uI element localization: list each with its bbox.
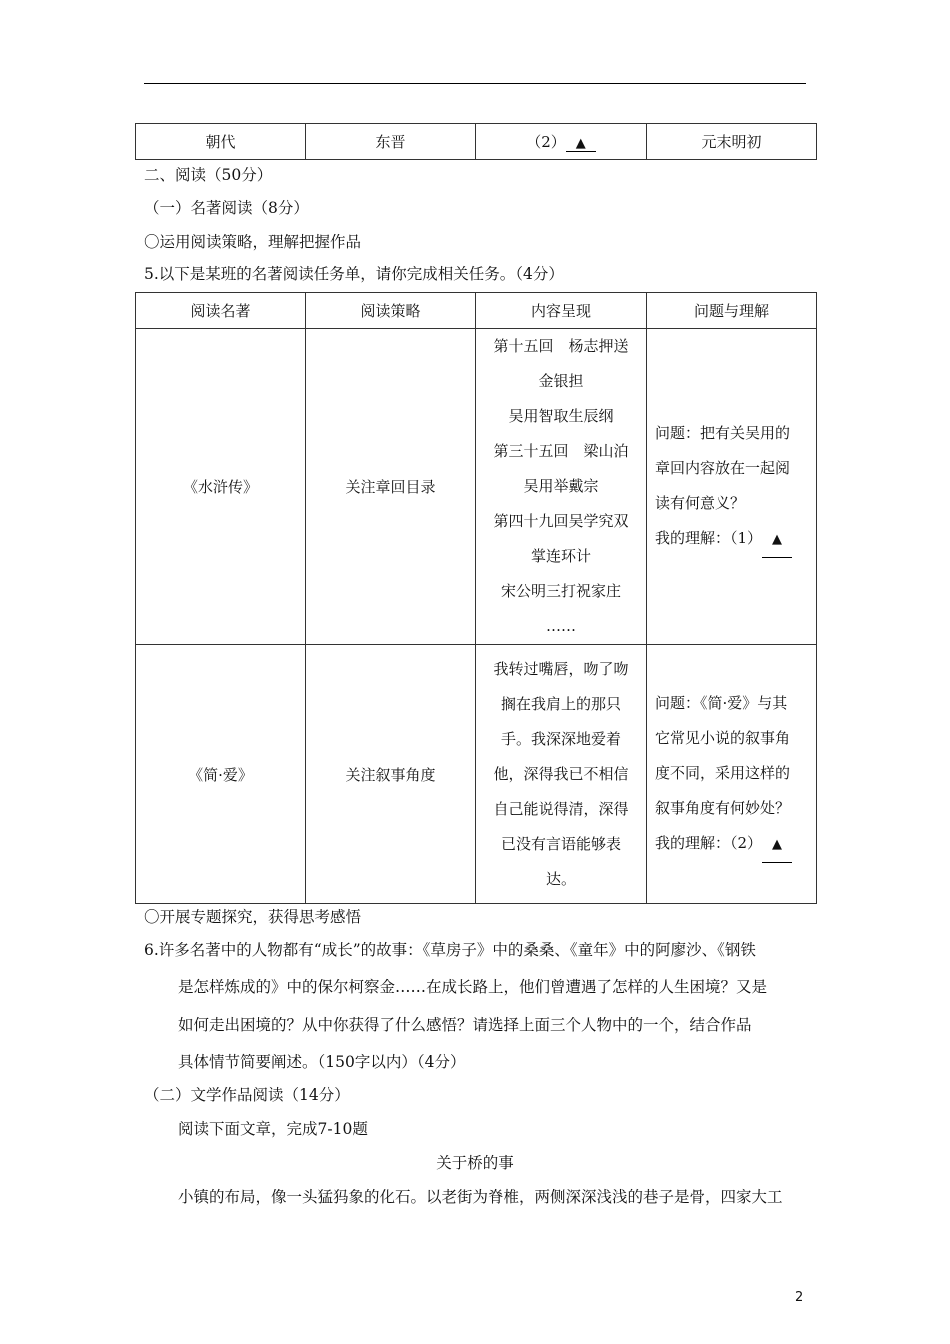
table1-cell-dynasty: 朝代 [136, 124, 306, 160]
table1-cell-dongjin: 东晋 [306, 124, 476, 160]
answer-blank[interactable]: ▲ [762, 522, 792, 558]
sub2-heading: （二）文学作品阅读（14分） [144, 1086, 350, 1104]
header-content: 内容呈现 [476, 293, 647, 329]
content-line: 达。 [545, 869, 576, 888]
question-line: 读有何意义？ [655, 493, 746, 512]
content-line: 手。我深深地爱着 [500, 729, 621, 748]
content-line: …… [546, 617, 576, 635]
reading-strategy: 关注叙事角度 [306, 645, 476, 904]
answer-blank[interactable]: ▲ [762, 827, 792, 863]
content-cell [476, 645, 647, 904]
header-strategy: 阅读策略 [306, 293, 476, 329]
dynasty-table [135, 123, 817, 160]
question-line: 叙事角度有何妙处？ [655, 798, 791, 817]
question-6-line: 6.许多名著中的人物都有“成长”的故事：《草房子》中的桑桑、《童年》中的阿廖沙、《钢铁 [144, 941, 756, 959]
sub1-heading: （一）名著阅读（8分） [144, 199, 309, 217]
content-line: 第三十五回 梁山泊 [493, 442, 629, 460]
strategy1-text: 〇运用阅读策略，理解把握作品 [144, 233, 362, 251]
question-5: 5.以下是某班的名著阅读任务单，请你完成相关任务。（4分） [144, 265, 564, 283]
content-cell [476, 329, 647, 645]
content-line: 搁在我肩上的那只 [500, 694, 621, 713]
question-cell [647, 645, 817, 904]
question-line: 问题：把有关吴用的 [655, 423, 791, 442]
header-book: 阅读名著 [136, 293, 306, 329]
article-first-line: 小镇的布局，像一头猛犸象的化石。以老街为脊椎，两侧深深浅浅的巷子是骨，四家大工 [178, 1188, 783, 1206]
answer-blank[interactable]: ▲ [566, 136, 596, 152]
content-line: 已没有言语能够表 [500, 834, 621, 853]
content-line: 第十五回 杨志押送 [493, 337, 629, 355]
content-line: 我转过嘴唇，吻了吻 [493, 659, 629, 678]
reading-task-table [135, 292, 817, 904]
answer-prefix: 我的理解：（1） [655, 528, 763, 547]
book-title: 《水浒传》 [136, 329, 306, 645]
book-title: 《简·爱》 [136, 645, 306, 904]
strategy2-text: 〇开展专题探究，获得思考感悟 [144, 908, 362, 926]
table-row [136, 329, 817, 645]
content-line: 吴用智取生辰纲 [508, 407, 614, 425]
question-6-line: 具体情节简要阐述。（150字以内）（4分） [178, 1053, 466, 1071]
content-line: 吴用举戴宗 [523, 477, 599, 495]
question-cell [647, 329, 817, 645]
page-number: 2 [795, 1290, 804, 1305]
question-line: 问题：《简·爱》与其 [655, 693, 788, 712]
answer-prefix: 我的理解：（2） [655, 833, 763, 852]
question-line: 章回内容放在一起阅 [655, 458, 791, 477]
content-line: 第四十九回吴学究双 [493, 512, 629, 530]
section2-heading: 二、阅读（50分） [144, 166, 273, 184]
content-line: 金银担 [538, 372, 584, 390]
answer-line [655, 826, 808, 863]
table-row [136, 645, 817, 904]
question-line: 度不同，采用这样的 [655, 763, 791, 782]
content-line: 自己能说得清，深得 [493, 799, 629, 818]
content-line: 掌连环计 [530, 547, 591, 565]
reading-strategy: 关注章回目录 [306, 329, 476, 645]
question-6-line: 是怎样炼成的》中的保尔柯察金……在成长路上，他们曾遭遇了怎样的人生困境？又是 [178, 978, 768, 996]
instruction-text: 阅读下面文章，完成7-10题 [178, 1120, 368, 1138]
content-line: 宋公明三打祝家庄 [500, 582, 621, 600]
header-rule [144, 83, 806, 84]
table1-cell-yuanming: 元末明初 [647, 124, 817, 160]
content-line: 他，深得我已不相信 [493, 764, 629, 783]
question-line: 它常见小说的叙事角 [655, 728, 791, 747]
table1-blank-label: （2） [526, 133, 566, 151]
article-title: 关于桥的事 [436, 1154, 514, 1172]
question-6-line: 如何走出困境的？从中你获得了什么感悟？请选择上面三个人物中的一个，结合作品 [178, 1016, 752, 1034]
header-question: 问题与理解 [647, 293, 817, 329]
answer-line [655, 521, 808, 558]
table1-cell-blank [476, 124, 647, 160]
